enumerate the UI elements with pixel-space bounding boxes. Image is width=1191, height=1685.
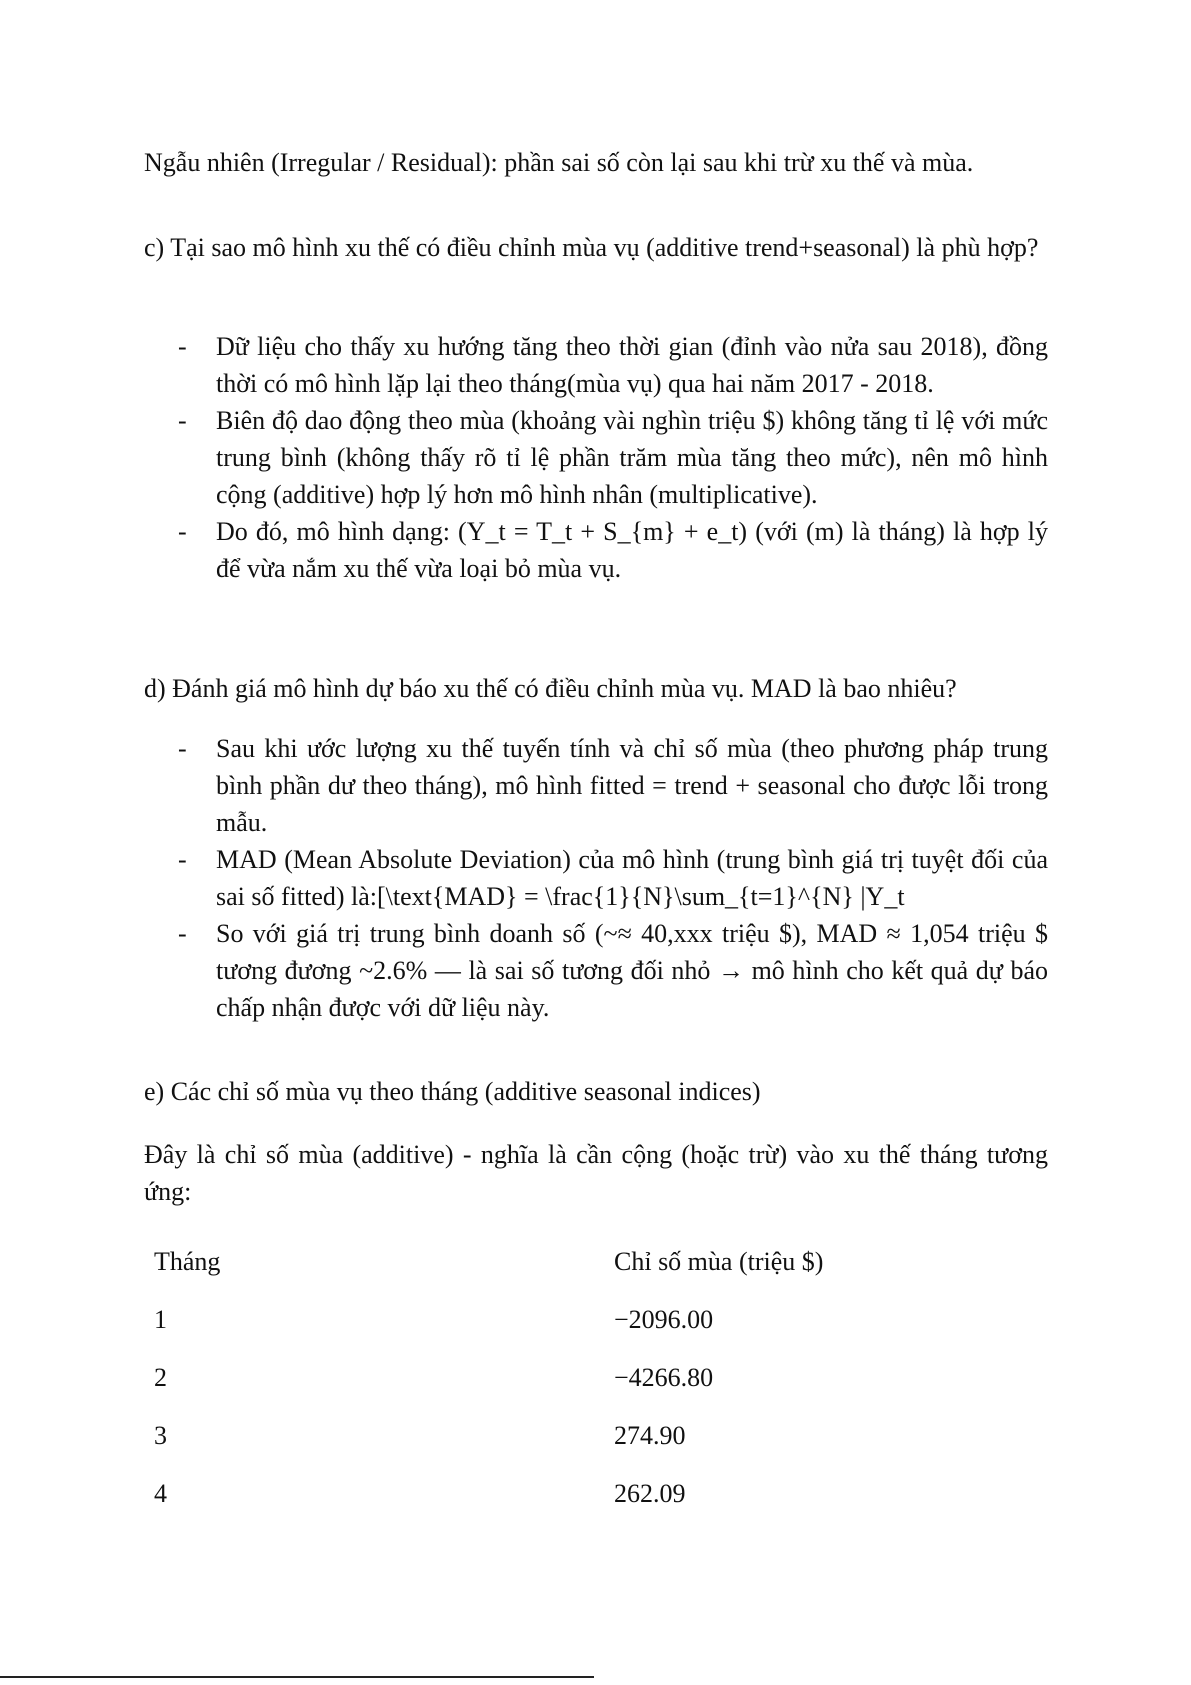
list-item-text: Biên độ dao động theo mùa (khoảng vài nghìn triệu $) không tăng tỉ lệ với mức trung bình (không thấy rõ tỉ lệ phần trăm mùa tăng theo mức), nên mô hình cộng (additive) hợp lý hơn mô hình nhân (multiplicative). bbox=[216, 406, 1048, 509]
bullet-dash: - bbox=[178, 919, 187, 948]
table-row bbox=[144, 1290, 1048, 1348]
table-row bbox=[144, 1348, 1048, 1406]
section-e-heading: e) Các chỉ số mùa vụ theo tháng (additive seasonal indices) bbox=[144, 1077, 761, 1106]
index-cell: 262.09 bbox=[614, 1478, 686, 1508]
month-cell: 3 bbox=[154, 1420, 167, 1450]
bullet-dash: - bbox=[178, 332, 187, 361]
month-cell: 4 bbox=[154, 1478, 167, 1508]
column-header-index: Chỉ số mùa (triệu $) bbox=[614, 1246, 824, 1276]
index-cell: 274.90 bbox=[614, 1420, 686, 1450]
month-cell: 1 bbox=[154, 1304, 167, 1334]
footnote-separator-line bbox=[0, 1676, 594, 1678]
list-item bbox=[144, 730, 1048, 841]
table-row bbox=[144, 1464, 1048, 1522]
index-cell: −2096.00 bbox=[614, 1304, 714, 1334]
bullet-dash: - bbox=[178, 845, 187, 874]
month-cell: 2 bbox=[154, 1362, 167, 1392]
section-e-intro: Đây là chỉ số mùa (additive) - nghĩa là cần cộng (hoặc trừ) vào xu thế tháng tương ứng: bbox=[144, 1140, 1048, 1206]
list-item-text: MAD (Mean Absolute Deviation) của mô hình (trung bình giá trị tuyệt đối của sai số fitted) là:[\text{MAD} = \frac{1}{N}\sum_{t=1}^{N} |Y_t bbox=[216, 845, 1048, 911]
index-cell: −4266.80 bbox=[614, 1362, 714, 1392]
table-row bbox=[144, 1406, 1048, 1464]
list-item-text: Dữ liệu cho thấy xu hướng tăng theo thời gian (đỉnh vào nửa sau 2018), đồng thời có mô hình lặp lại theo tháng(mùa vụ) qua hai năm 2017 - 2018. bbox=[216, 332, 1048, 398]
list-item-text: Do đó, mô hình dạng: (Y_t = T_t + S_{m} + e_t) (với (m) là tháng) là hợp lý để vừa nắm xu thế vừa loại bỏ mùa vụ. bbox=[216, 517, 1048, 583]
section-c-list bbox=[144, 328, 1048, 587]
list-item bbox=[144, 915, 1048, 1026]
column-header-month: Tháng bbox=[154, 1246, 221, 1276]
table-header-row bbox=[144, 1232, 1048, 1290]
list-item bbox=[144, 328, 1048, 402]
seasonal-index-table bbox=[144, 1232, 1048, 1522]
section-d-list bbox=[144, 730, 1048, 1026]
list-item bbox=[144, 841, 1048, 915]
section-c-heading: c) Tại sao mô hình xu thế có điều chỉnh mùa vụ (additive trend+seasonal) là phù hợp? bbox=[144, 233, 1039, 262]
paragraph-irregular: Ngẫu nhiên (Irregular / Residual): phần sai số còn lại sau khi trừ xu thế và mùa. bbox=[144, 148, 974, 177]
section-d-heading: d) Đánh giá mô hình dự báo xu thế có điều chỉnh mùa vụ. MAD là bao nhiêu? bbox=[144, 674, 957, 703]
list-item bbox=[144, 402, 1048, 513]
bullet-dash: - bbox=[178, 734, 187, 763]
bullet-dash: - bbox=[178, 406, 187, 435]
list-item-text: So với giá trị trung bình doanh số (~≈ 40,xxx triệu $), MAD ≈ 1,054 triệu $ tương đương ~2.6% — là sai số tương đối nhỏ → mô hình cho kết quả dự báo chấp nhận được với dữ liệu này. bbox=[216, 919, 1048, 1022]
list-item-text: Sau khi ước lượng xu thế tuyến tính và chỉ số mùa (theo phương pháp trung bình phần dư theo tháng), mô hình fitted = trend + seasonal cho được lỗi trong mẫu. bbox=[216, 734, 1048, 837]
list-item bbox=[144, 513, 1048, 587]
bullet-dash: - bbox=[178, 517, 187, 546]
